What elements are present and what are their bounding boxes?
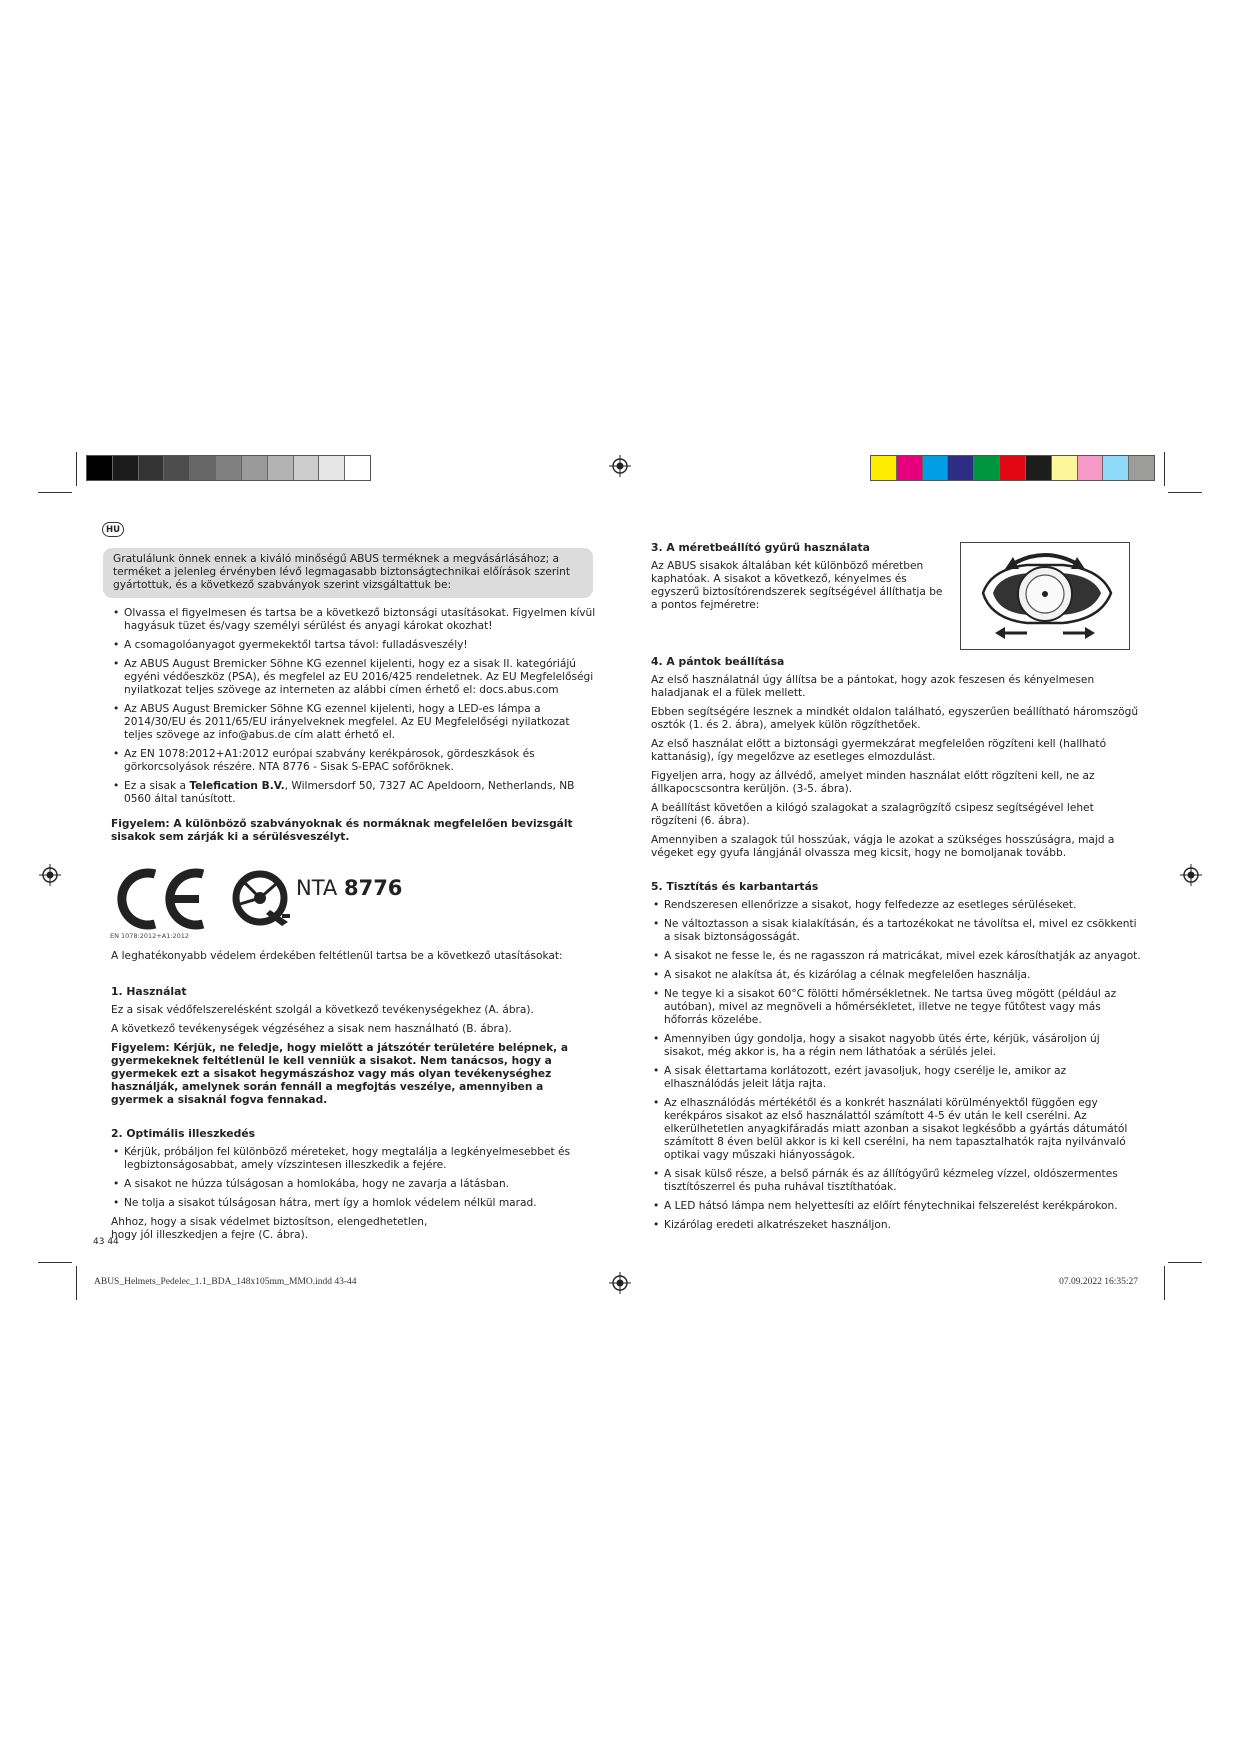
color-swatch	[113, 456, 139, 480]
section-2-title: 2. Optimális illeszkedés	[111, 1127, 256, 1140]
intro-box: Gratulálunk önnek ennek a kiváló minőségű ABUS terméknek a megvásárlásához; a terméket a jelenleg érvényben lévő legmagasabb biztonságtechnikai előírások szerint gyártottuk, és a következő szabványok szerint vizsgáltattuk be:	[103, 548, 593, 598]
section-5-title: 5. Tisztítás és karbantartás	[651, 880, 819, 893]
page-numbers: 43 44	[93, 1237, 119, 1247]
list-item	[111, 780, 599, 806]
list-item: • A csomagolóanyagot gyermekektől tartsa távol: fulladásveszély!	[111, 639, 599, 652]
list-item: • Kizárólag eredeti alkatrészeket használjon.	[651, 1219, 1141, 1232]
crop-mark	[38, 492, 72, 493]
crop-mark	[1168, 1262, 1202, 1263]
pedelec-logo-icon	[230, 866, 294, 930]
color-swatch	[294, 456, 320, 480]
crop-mark	[38, 1262, 72, 1263]
list-item: • Ne változtasson a sisak kialakításán, és a tartozékokat ne távolítsa el, mivel ez csökkenti a sisak biztonságosságát.	[651, 918, 1141, 944]
certifier-suffix: , Wilmersdorf 50, 7327 AC Apeldoorn, Netherlands, NB 0560 által tanúsított.	[124, 780, 575, 805]
list-item: • Az ABUS August Bremicker Söhne KG ezennel kijelenti, hogy a LED-es lámpa a 2014/30/EU és 2011/65/EU irányelveknek megfelel. Az EU Megfelelőségi nyilatkozat teljes szövege az info@abus.de cím alatt érhető el.	[111, 703, 599, 742]
section-1-p1: Ez a sisak védőfelszerelésként szolgál a következő tevékenységekhez (A. ábra).	[111, 1004, 534, 1016]
color-swatch	[1129, 456, 1154, 480]
footer-date: 07.09.2022 16:35:27	[1059, 1277, 1138, 1287]
registration-mark-icon	[1180, 864, 1202, 886]
right-column	[651, 655, 1141, 1238]
certifier-name: Telefication B.V.	[189, 780, 285, 792]
section-1-warning: Figyelem: Kérjük, ne feledje, hogy mielőtt a játszótér területére belépnek, a gyermekeknek feltétlenül le kell venniük a sisakot. Nem tanácsos, hogy a gyermekek ezt a sisakot hegymászáshoz vagy más olyan tevékenységhez használják, amelynek során fennáll a megfojtás veszélye, amennyiben a gyermek a sisaknál fogva fennakad.	[111, 1042, 568, 1106]
color-swatch	[164, 456, 190, 480]
size-adjuster-icon	[961, 543, 1129, 649]
fit-list	[111, 1146, 599, 1210]
section-4-p3: Az első használat előtt a biztonsági gyermekzárat megfelelően rögzíteni kell (hallható kattanásig), így megelőzve az esetleges elmozdulást.	[651, 738, 1107, 763]
list-item: • Az EN 1078:2012+A1:2012 európai szabvány kerékpárosok, gördeszkások és görkorcsolyások részére. NTA 8776 - Sisak S-EPAC sofőröknek.	[111, 748, 599, 774]
care-list	[651, 899, 1141, 1232]
list-item: • Rendszeresen ellenőrizze a sisakot, hogy felfedezze az esetleges sérüléseket.	[651, 899, 1141, 912]
color-swatch	[216, 456, 242, 480]
grayscale-color-bar	[86, 455, 371, 481]
list-item: • A sisakot ne húzza túlságosan a homlokába, hogy ne zavarja a látásban.	[111, 1178, 599, 1191]
section-4-title: 4. A pántok beállítása	[651, 655, 785, 668]
registration-mark-icon	[609, 455, 631, 477]
ce-caption: EN 1078:2012+A1:2012	[110, 932, 190, 940]
color-swatch	[923, 456, 949, 480]
crop-mark	[76, 452, 77, 486]
ce-mark-icon	[111, 868, 207, 930]
color-swatch	[242, 456, 268, 480]
list-item: • A sisak külső része, a belső párnák és az állítógyűrű kézmeleg vízzel, oldószermentes tisztítószerrel és puha ruhával tisztíthatóak.	[651, 1168, 1141, 1194]
list-item: • A sisakot ne fesse le, és ne ragasszon rá matricákat, mivel ezek károsíthatják az anyagot.	[651, 950, 1141, 963]
size-adjuster-diagram	[960, 542, 1130, 650]
color-swatch	[1103, 456, 1129, 480]
list-item: • A sisak élettartama korlátozott, ezért javasoljuk, hogy cserélje le, amikor az elhasználódás jeleit látja rajta.	[651, 1065, 1141, 1091]
color-swatch	[190, 456, 216, 480]
crop-mark	[76, 1266, 77, 1300]
crop-mark	[1164, 1266, 1165, 1300]
color-swatch	[319, 456, 345, 480]
section-1-title: 1. Használat	[111, 985, 187, 998]
list-item: • Kérjük, próbáljon fel különböző méreteket, hogy megtalálja a legkényelmesebbet és legbiztonságosabbat, amely vízszintesen illeszkedik a fejére.	[111, 1146, 599, 1172]
color-swatch	[345, 456, 370, 480]
color-swatch	[1078, 456, 1104, 480]
section-4-p5: A beállítást követően a kilógó szalagokat a szalagrögzítő csipesz segítségével lehet rögzíteni (6. ábra).	[651, 802, 1094, 827]
color-swatch	[139, 456, 165, 480]
left-column-lower	[111, 950, 599, 1248]
nta-number: 8776	[343, 876, 403, 900]
color-swatch	[1026, 456, 1052, 480]
crop-mark	[1168, 492, 1202, 493]
list-item: • Olvassa el figyelmesen és tartsa be a következő biztonsági utasításokat. Figyelmen kívül hagyásuk tüzet és/vagy személyi sérülést és anyagi károkat okozhat!	[111, 607, 599, 633]
list-item: • Az elhasználódás mértékétől és a konkrét használati körülményektől függően egy kerékpáros sisakot az első használattól számított 4-5 év után le kell cserélni. Az elkerülhetetlen anyagkifáradás miatt azonban a sisakot legkésőbb a gyártás dátumától számított 8 éven belül akkor is ki kell cserélni, ha nem tapasztalhatók rajta nyilvánvaló optikai vagy műszaki hiányosságok.	[651, 1097, 1141, 1162]
section-3-title: 3. A méretbeállító gyűrű használata	[651, 541, 870, 554]
language-badge: HU	[102, 522, 124, 537]
list-item: • Amennyiben úgy gondolja, hogy a sisakot nagyobb ütés érte, kérjük, vásároljon új sisakot, még akkor is, ha a régin nem láthatóak a sérülés jelei.	[651, 1033, 1141, 1059]
nta-logo-text	[296, 876, 402, 900]
protection-note: A leghatékonyabb védelem érdekében feltétlenül tartsa be a következő utasításokat:	[111, 950, 563, 962]
color-swatch	[87, 456, 113, 480]
section-4-p2: Ebben segítségére lesznek a mindkét oldalon található, egyszerűen beállítható háromszögű osztók (1. és 2. ábra), amelyek külön rögzíthetőek.	[651, 706, 1139, 731]
color-swatch	[1000, 456, 1026, 480]
color-swatch	[871, 456, 897, 480]
crop-mark	[1164, 452, 1165, 486]
color-swatch	[974, 456, 1000, 480]
section-4-p1: Az első használatnál úgy állítsa be a pántokat, hogy azok feszesen és kényelmesen haladjanak el a fülek mellett.	[651, 674, 1095, 699]
left-column	[111, 607, 599, 850]
list-item: • A LED hátsó lámpa nem helyettesíti az előírt fénytechnikai felszerelést kerékpárokon.	[651, 1200, 1141, 1213]
color-swatch	[1052, 456, 1078, 480]
list-item: • A sisakot ne alakítsa át, és kizárólag a célnak megfelelően használja.	[651, 969, 1141, 982]
certifier-prefix: Ez a sisak a	[124, 780, 190, 792]
section-4-p6: Amennyiben a szalagok túl hosszúak, vágja le azokat a szükséges hosszúságra, majd a végeket egy gyufa lángjánál olvassza meg kicsit, hogy ne bomoljanak tovább.	[651, 834, 1115, 859]
section-3-text: Az ABUS sisakok általában két különböző méretben kaphatóak. A sisakot a következő, kényelmes és egyszerű biztosítórendszerek segítségével állíthatja be a pontos fejméretre:	[651, 560, 943, 611]
list-item: • Az ABUS August Bremicker Söhne KG ezennel kijelenti, hogy ez a sisak II. kategóriájú egyéni védőeszköz (PSA), és megfelel az EU 2016/425 rendeletnek. Az EU Megfelelőségi nyilatkozat teljes szövege az interneten az alábbi címen érhető el: docs.abus.com	[111, 658, 599, 697]
safety-list	[111, 607, 599, 806]
section-2-closing: Ahhoz, hogy a sisak védelmet biztosítson, elengedhetetlen, hogy jól illeszkedjen a fejre (C. ábra).	[111, 1216, 428, 1241]
color-swatch	[268, 456, 294, 480]
footer-filename: ABUS_Helmets_Pedelec_1.1_BDA_148x105mm_MMO.indd 43-44	[94, 1277, 357, 1287]
registration-mark-icon	[609, 1272, 631, 1294]
color-swatch	[897, 456, 923, 480]
list-item: • Ne tolja a sisakot túlságosan hátra, mert így a homlok védelem nélkül marad.	[111, 1197, 599, 1210]
list-item: • Ne tegye ki a sisakot 60°C fölötti hőmérsékletnek. Ne tartsa üveg mögött (például az autóban), mivel az megnöveli a hőmérsékletet, illetve ne tegye fűtőtest vagy más hőforrás közelébe.	[651, 988, 1141, 1027]
process-color-bar	[870, 455, 1155, 481]
section-4-p4: Figyeljen arra, hogy az állvédő, amelyet minden használat előtt rögzíteni kell, ne az állkapocscsontra kerüljön. (3-5. ábra).	[651, 770, 1095, 795]
right-column-top	[651, 541, 946, 618]
registration-mark-icon	[39, 864, 61, 886]
section-1-p2: A következő tevékenységek végzéséhez a sisak nem használható (B. ábra).	[111, 1023, 512, 1035]
nta-prefix: NTA	[296, 876, 338, 900]
warning-standards: Figyelem: A különböző szabványoknak és normáknak megfelelően bevizsgált sisakok sem zárják ki a sérülésveszélyt.	[111, 818, 573, 843]
color-swatch	[948, 456, 974, 480]
